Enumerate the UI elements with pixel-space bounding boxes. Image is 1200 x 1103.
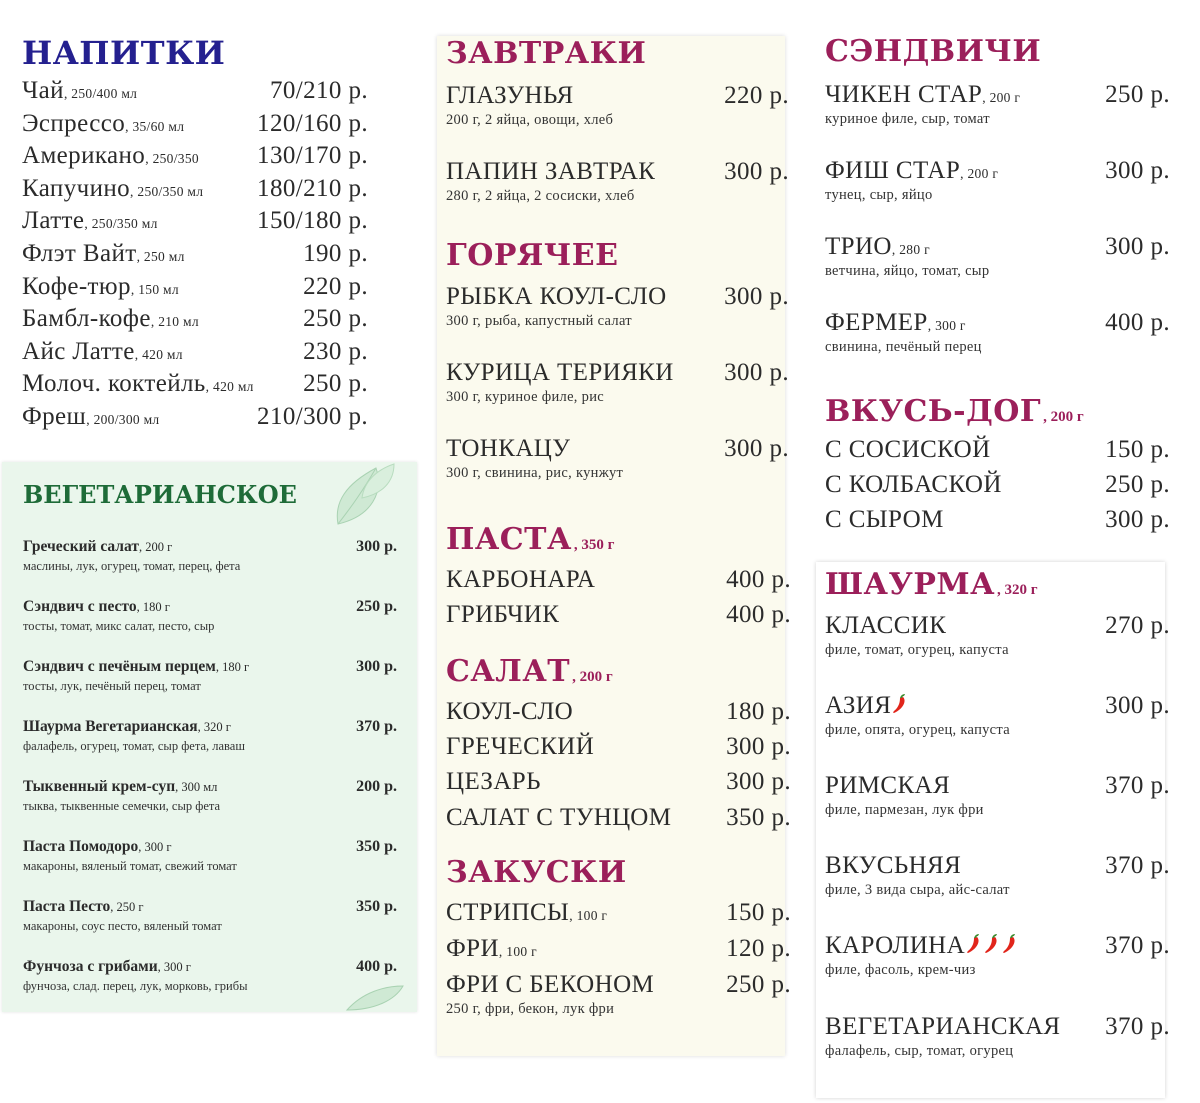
veg-item-name: Тыквенный крем-суп [23, 778, 176, 795]
drink-comma: , [130, 281, 139, 297]
hot-item-price: 300 р. [724, 359, 789, 386]
salad-item [446, 768, 541, 796]
veg-item-name: Шаурма Вегетарианская [23, 718, 198, 735]
veg-item-desc: тыква, тыквенные семечки, сыр фета [23, 799, 221, 813]
snacks-item [446, 971, 654, 999]
veg-item [23, 658, 249, 676]
snacks-item [446, 899, 607, 927]
drink-name: Американо [22, 142, 146, 170]
snacks-item [446, 935, 537, 963]
hot-item-price: 300 р. [724, 435, 789, 462]
veg-comma: , [157, 960, 164, 974]
sandwiches-item-desc: тунец, сыр, яйцо [825, 187, 933, 203]
sandwiches-item [825, 157, 998, 185]
pasta-item [446, 601, 559, 629]
sandwiches-item-desc: свинина, печёный перец [825, 339, 982, 355]
drinks-item-name [22, 338, 183, 366]
drink-price: 150/180 р. [257, 207, 368, 235]
dog-item-name: С СОСИСКОЙ [825, 436, 991, 463]
drink-size: 420 мл [142, 346, 183, 362]
veg-item [23, 958, 191, 976]
drink-name: Чай [22, 77, 64, 104]
veg-item-desc: макароны, вяленый томат, свежий томат [23, 859, 237, 873]
veg-heading: ВЕГЕТАРИАНСКОЕ [23, 480, 297, 509]
hot-item [446, 359, 674, 387]
veg-item-name: Паста Помодоро [23, 838, 139, 855]
drink-size: 250/400 мл [71, 86, 138, 101]
sandwiches-comma: , [927, 318, 936, 333]
shawarma-item-name: АЗИЯ [825, 692, 892, 719]
veg-item-desc: фалафель, огурец, томат, сыр фета, лаваш [23, 739, 245, 753]
drink-comma: , [63, 86, 72, 101]
veg-item-size: 180 г [222, 660, 250, 674]
shawarma-item-name: ВКУСЬНЯЯ [825, 852, 962, 879]
breakfast-item-price: 300 р. [724, 158, 789, 185]
sandwiches-item-price: 250 р. [1105, 81, 1170, 108]
drink-comma: , [145, 151, 153, 167]
salad-item-name: САЛАТ С ТУНЦОМ [446, 804, 672, 831]
drink-name: Эспрессо [22, 109, 126, 137]
shawarma-item-name: КЛАССИК [825, 612, 947, 639]
sandwiches-item-desc: куриное филе, сыр, томат [825, 111, 990, 127]
breakfast-item [446, 158, 655, 186]
pasta-heading: ПАСТА , 350 г [446, 522, 615, 557]
snacks-item-price: 120 р. [726, 935, 791, 962]
veg-item-size: 300 мл [181, 780, 218, 794]
drink-name: Айс Латте [22, 337, 135, 365]
veg-item-size: 300 г [163, 960, 191, 974]
salad-title: САЛАТ [446, 654, 571, 689]
breakfast-item-name: ГЛАЗУНЬЯ [446, 82, 574, 109]
veg-item-name: Сэндвич с песто [23, 598, 137, 615]
snacks-item-name: ФРИ С БЕКОНОМ [446, 971, 655, 998]
pasta-item [446, 566, 595, 594]
salad-item [446, 804, 671, 832]
breakfast-item-price: 220 р. [724, 82, 789, 109]
veg-item-price: 300 р. [356, 658, 397, 675]
shawarma-heading: ШАУРМА , 320 г [825, 567, 1038, 602]
shawarma-item-name: РИМСКАЯ [825, 772, 951, 799]
salad-weight: 200 г [579, 669, 613, 685]
snacks-item-size: 100 г [576, 908, 608, 923]
chili-pepper-icon [983, 933, 1001, 955]
dog-item [825, 506, 944, 534]
veg-item-name: Сэндвич с печёным перцем [23, 658, 216, 675]
dog-title: ВКУСЬ-ДОГ [825, 394, 1042, 429]
hot-item-desc: 300 г, куриное филе, рис [446, 389, 605, 405]
salad-item-name: ЦЕЗАРЬ [446, 768, 541, 795]
veg-comma: , [136, 600, 143, 614]
drink-price: 230 р. [303, 337, 368, 365]
hot-item-desc: 300 г, рыба, капустный салат [446, 313, 632, 329]
snacks-item-name: ФРИ [446, 935, 499, 962]
drink-price: 190 р. [303, 240, 368, 267]
drink-price: 70/210 р. [269, 77, 368, 104]
veg-item-price: 350 р. [356, 898, 397, 915]
leaf-icon [345, 982, 405, 1012]
breakfast-item [446, 82, 574, 110]
drinks-item-name [22, 77, 137, 105]
hot-item-name: РЫБКА КОУЛ-СЛО [446, 283, 667, 310]
drink-comma: , [84, 216, 92, 232]
veg-item [23, 898, 144, 916]
sandwiches-item-size: 280 г [899, 242, 930, 257]
drink-name: Кофе-тюр [22, 272, 131, 300]
veg-item-name: Греческий салат [23, 538, 139, 555]
salad-item-price: 300 р. [726, 768, 791, 795]
veg-item-size: 180 г [142, 600, 170, 614]
veg-item-size: 300 г [144, 840, 172, 854]
drink-name: Капучино [22, 174, 131, 202]
dog-item [825, 436, 991, 464]
veg-item-size: 250 г [116, 900, 144, 914]
drink-price: 220 р. [303, 272, 368, 300]
breakfast-item-desc: 200 г, 2 яйца, овощи, хлеб [446, 112, 614, 128]
veg-item-price: 250 р. [356, 598, 397, 615]
salad-item [446, 733, 594, 761]
dog-item-price: 300 р. [1105, 506, 1170, 533]
veg-item-name: Паста Песто [23, 898, 111, 915]
shawarma-item-desc: филе, томат, огурец, капуста [825, 642, 1009, 658]
shawarma-item-desc: филе, фасоль, крем-чиз [825, 962, 976, 978]
drinks-item-name [22, 403, 159, 431]
drinks-item-name [22, 305, 199, 333]
shawarma-item-name: КАРОЛИНА [825, 932, 966, 959]
salad-item-name: ГРЕЧЕСКИЙ [446, 733, 595, 760]
drink-name: Фреш [22, 403, 87, 430]
hot-item-name: ТОНКАЦУ [446, 435, 571, 462]
drink-size: 200/300 мл [93, 412, 160, 427]
shawarma-item [825, 772, 950, 800]
drinks-item-name [22, 175, 203, 203]
drink-comma: , [86, 412, 94, 427]
sandwiches-item [825, 309, 966, 337]
snacks-item-name: СТРИПСЫ [446, 899, 570, 926]
shawarma-item-price: 370 р. [1105, 852, 1170, 879]
drink-comma: , [205, 379, 214, 395]
shawarma-item-desc: филе, опята, огурец, капуста [825, 722, 1010, 738]
breakfast-heading: ЗАВТРАКИ [446, 36, 647, 71]
dog-item-price: 250 р. [1105, 471, 1170, 498]
sandwiches-comma: , [982, 90, 990, 105]
sandwiches-item-desc: ветчина, яйцо, томат, сыр [825, 263, 990, 279]
sandwiches-item-size: 200 г [967, 166, 999, 181]
leaf-icon [358, 462, 398, 502]
pasta-item-price: 400 р. [726, 601, 791, 628]
sandwiches-item-name: ТРИО [825, 233, 892, 260]
drink-comma: , [134, 346, 143, 362]
drink-price: 130/170 р. [257, 142, 368, 170]
sandwiches-item [825, 233, 930, 261]
sandwiches-heading: СЭНДВИЧИ [825, 34, 1042, 69]
hot-item [446, 435, 570, 463]
sandwiches-item-price: 300 р. [1105, 157, 1170, 184]
veg-item-desc: тосты, лук, печёный перец, томат [23, 679, 201, 693]
shawarma-item-price: 370 р. [1105, 932, 1170, 959]
snacks-item-size: 100 г [506, 944, 537, 959]
shawarma-item [825, 612, 946, 640]
veg-comma: , [138, 540, 146, 554]
drink-comma: , [125, 118, 133, 134]
veg-item [23, 778, 217, 796]
shawarma-item-price: 300 р. [1105, 692, 1170, 719]
drink-comma: , [130, 183, 138, 199]
chili-pepper-icon [965, 933, 983, 955]
snacks-item-price: 250 р. [726, 971, 791, 998]
sandwiches-item-name: ЧИКЕН СТАР [825, 81, 983, 108]
dog-weight: 200 г [1050, 409, 1084, 425]
shawarma-title: ШАУРМА [825, 567, 996, 602]
shawarma-item-name: ВЕГЕТАРИАНСКАЯ [825, 1013, 1061, 1040]
veg-item-desc: тосты, томат, микс салат, песто, сыр [23, 619, 215, 633]
snacks-comma: , [569, 908, 577, 923]
shawarma-item-price: 370 р. [1105, 772, 1170, 799]
salad-heading: САЛАТ , 200 г [446, 654, 613, 689]
salad-item-price: 350 р. [726, 804, 791, 831]
drink-size: 250/350 мл [91, 216, 158, 232]
drink-name: Молоч. коктейль [22, 370, 206, 398]
drinks-item-name [22, 207, 158, 235]
sandwiches-comma: , [891, 242, 900, 257]
shawarma-item [825, 1013, 1061, 1041]
veg-comma: , [197, 720, 204, 734]
pasta-item-price: 400 р. [726, 566, 791, 593]
salad-item [446, 698, 573, 726]
chili-pepper-icon [891, 693, 909, 715]
pasta-item-name: ГРИБЧИК [446, 601, 560, 628]
drink-size: 250/350 мл [137, 183, 204, 199]
drinks-heading: НАПИТКИ [22, 34, 226, 72]
drink-size: 420 мл [213, 379, 254, 395]
snacks-heading: ЗАКУСКИ [446, 855, 627, 890]
snacks-item-price: 150 р. [726, 899, 791, 926]
drinks-item-name [22, 273, 179, 301]
drink-name: Флэт Вайт [22, 240, 137, 267]
shawarma-item [825, 932, 1019, 960]
drink-price: 120/160 р. [257, 109, 368, 137]
veg-item [23, 538, 172, 556]
hot-item [446, 283, 667, 311]
shawarma-item [825, 692, 909, 720]
salad-item-name: КОУЛ-СЛО [446, 698, 574, 725]
dog-item-name: С СЫРОМ [825, 506, 944, 533]
salad-item-price: 300 р. [726, 733, 791, 760]
hot-item-name: КУРИЦА ТЕРИЯКИ [446, 359, 674, 386]
veg-item-price: 200 р. [356, 778, 397, 795]
sandwiches-item-price: 400 р. [1105, 309, 1170, 336]
sandwiches-item-name: ФИШ СТАР [825, 157, 961, 184]
snacks-item-desc: 250 г, фри, бекон, лук фри [446, 1001, 615, 1017]
shawarma-item-desc: фалафель, сыр, томат, огурец [825, 1043, 1014, 1059]
veg-item-price: 300 р. [356, 538, 397, 555]
drink-price: 210/300 р. [257, 403, 368, 430]
hot-item-price: 300 р. [724, 283, 789, 310]
drink-comma: , [136, 249, 144, 264]
drink-size: 35/60 мл [132, 118, 185, 134]
shawarma-item-desc: филе, 3 вида сыра, айс-салат [825, 882, 1010, 898]
drink-name: Бамбл-кофе [22, 305, 151, 333]
veg-item [23, 838, 172, 856]
dog-heading: ВКУСЬ-ДОГ , 200 г [825, 394, 1084, 429]
dog-item [825, 471, 1002, 499]
drink-name: Латте [22, 207, 85, 235]
veg-item-desc: фунчоза, слад. перец, лук, морковь, грибы [23, 979, 248, 993]
veg-item-name: Фунчоза с грибами [23, 958, 158, 975]
sandwiches-item-price: 300 р. [1105, 233, 1170, 260]
hot-heading: ГОРЯЧЕЕ [446, 238, 619, 273]
veg-item [23, 718, 231, 736]
veg-item-size: 320 г [203, 720, 231, 734]
dog-item-price: 150 р. [1105, 436, 1170, 463]
shawarma-item [825, 852, 961, 880]
sandwiches-comma: , [960, 166, 968, 181]
dog-item-name: С КОЛБАСКОЙ [825, 471, 1002, 498]
pasta-title: ПАСТА [446, 522, 572, 557]
shawarma-item-desc: филе, пармезан, лук фри [825, 802, 984, 818]
drink-comma: , [150, 314, 159, 330]
veg-item-price: 400 р. [356, 958, 397, 975]
sandwiches-item [825, 81, 1020, 109]
veg-comma: , [110, 900, 117, 914]
pasta-weight: 350 г [581, 537, 615, 553]
sandwiches-item-size: 300 г [935, 318, 966, 333]
drink-size: 250 мл [143, 249, 185, 264]
snacks-comma: , [498, 944, 507, 959]
veg-item [23, 598, 170, 616]
shawarma-item-price: 370 р. [1105, 1013, 1170, 1040]
chili-pepper-icon [1001, 933, 1019, 955]
sandwiches-item-size: 200 г [989, 90, 1021, 105]
veg-comma: , [215, 660, 223, 674]
drinks-item-name [22, 110, 184, 138]
veg-comma: , [138, 840, 145, 854]
shawarma-item-price: 270 р. [1105, 612, 1170, 639]
drink-size: 250/350 [152, 151, 199, 167]
shawarma-weight: 320 г [1004, 582, 1038, 598]
hot-item-desc: 300 г, свинина, рис, кунжут [446, 465, 624, 481]
salad-item-price: 180 р. [726, 698, 791, 725]
drinks-item-name [22, 142, 199, 170]
veg-item-price: 370 р. [356, 718, 397, 735]
sandwiches-item-name: ФЕРМЕР [825, 309, 928, 336]
veg-item-size: 200 г [145, 540, 173, 554]
drink-size: 150 мл [138, 281, 179, 297]
drink-price: 180/210 р. [257, 174, 368, 202]
drinks-item-name [22, 370, 254, 398]
drink-price: 250 р. [303, 370, 368, 398]
pasta-item-name: КАРБОНАРА [446, 566, 596, 593]
breakfast-item-name: ПАПИН ЗАВТРАК [446, 158, 656, 185]
drinks-item-name [22, 240, 185, 268]
drink-size: 210 мл [158, 314, 199, 330]
veg-comma: , [175, 780, 182, 794]
veg-item-price: 350 р. [356, 838, 397, 855]
veg-item-desc: маслины, лук, огурец, томат, перец, фета [23, 559, 241, 573]
breakfast-item-desc: 280 г, 2 яйца, 2 сосиски, хлеб [446, 188, 635, 204]
drink-price: 250 р. [303, 305, 368, 333]
veg-item-desc: макароны, соус песто, вяленый томат [23, 919, 222, 933]
